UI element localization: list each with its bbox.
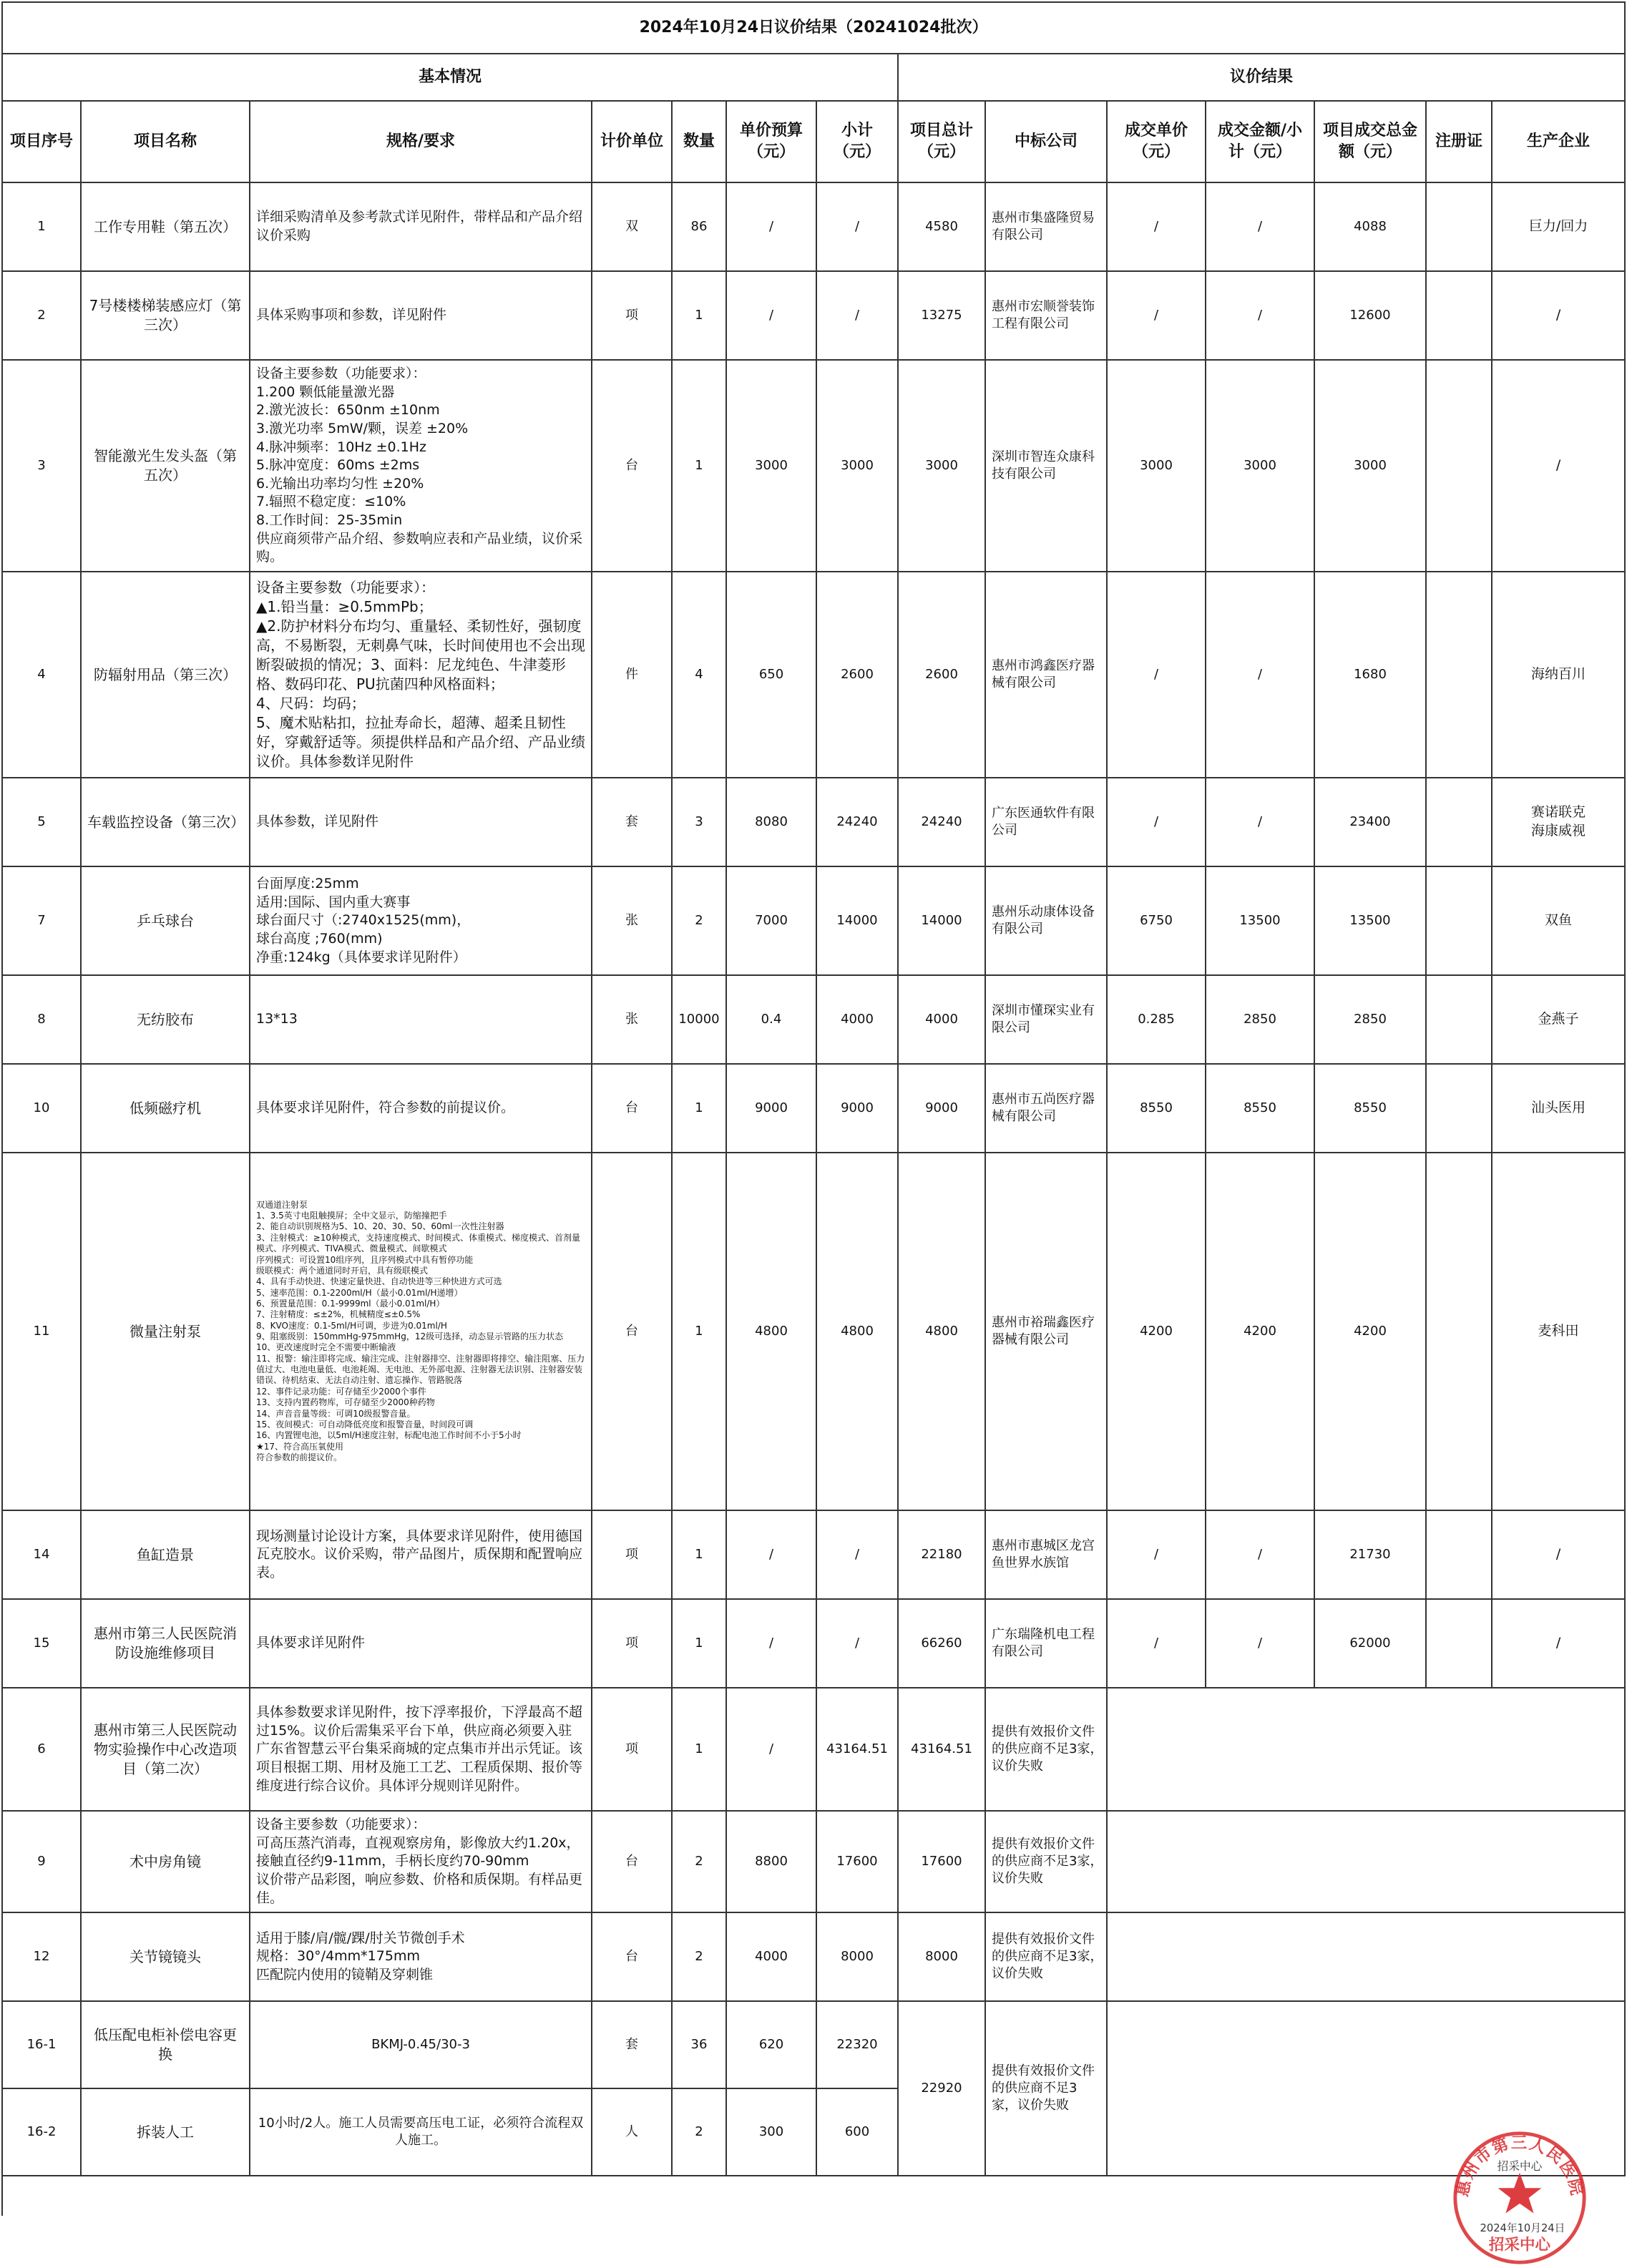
row-unit: 人 (592, 2088, 672, 2176)
row-total: 2600 (898, 572, 985, 778)
row-deal-total: 1680 (1314, 572, 1426, 778)
row-spec: BKMJ-0.45/30-3 (250, 2001, 592, 2088)
row-total: 3000 (898, 360, 985, 572)
header-winner: 中标公司 (985, 101, 1107, 182)
row-cert (1426, 182, 1492, 271)
empty-result-cells (1107, 1912, 1625, 2001)
row-winner: 惠州市惠城区龙宫鱼世界水族馆 (985, 1510, 1107, 1599)
row-deal-total: 12600 (1314, 271, 1426, 360)
row-maker: 双鱼 (1492, 866, 1625, 975)
row-total: 14000 (898, 866, 985, 975)
row-deal-amount: 2850 (1206, 975, 1314, 1064)
row-deal-price: / (1107, 271, 1206, 360)
row-unit-budget: / (726, 1688, 816, 1811)
row-deal-total: 3000 (1314, 360, 1426, 572)
row-unit-budget: 4000 (726, 1912, 816, 2001)
header-deal-price: 成交单价（元） (1107, 101, 1206, 182)
header-deal-amount: 成交金额/小计（元） (1206, 101, 1314, 182)
seal-org-text: 惠州市第三人民医院 (1453, 2133, 1586, 2199)
row-unit: 张 (592, 975, 672, 1064)
row-subtotal: / (816, 182, 898, 271)
row-spec: 具体要求详见附件 (250, 1599, 592, 1688)
row-subtotal: 600 (816, 2088, 898, 2176)
row-deal-total: 2850 (1314, 975, 1426, 1064)
row-seq: 8 (2, 975, 81, 1064)
row-name: 乒乓球台 (81, 866, 250, 975)
header-deal-total: 项目成交总金额（元） (1314, 101, 1426, 182)
row-seq: 4 (2, 572, 81, 778)
row-winner: 提供有效报价文件的供应商不足3家，议价失败 (985, 1912, 1107, 2001)
header-maker: 生产企业 (1492, 101, 1625, 182)
row-deal-price: 3000 (1107, 360, 1206, 572)
row-total: 66260 (898, 1599, 985, 1688)
row-deal-amount: 13500 (1206, 866, 1314, 975)
row-unit: 套 (592, 778, 672, 866)
row-winner: 提供有效报价文件的供应商不足3家，议价失败 (985, 1688, 1107, 1811)
bargain-result-table (1, 1, 1626, 2216)
header-unit-budget: 单价预算（元） (726, 101, 816, 182)
row-total: 13275 (898, 271, 985, 360)
row-subtotal: 43164.51 (816, 1688, 898, 1811)
row-seq: 3 (2, 360, 81, 572)
row-maker: 麦科田 (1492, 1153, 1625, 1510)
row-spec: 具体参数要求详见附件，按下浮率报价，下浮最高不超过15%。议价后需集采平台下单，供应商必须要入驻广东省智慧云平台集采商城的定点集市并出示凭证。该项目根据工期、用材及施工工艺、工程质保期、报价等维度进行综合议价。具体评分规则详见附件。 (250, 1688, 592, 1811)
row-deal-price: / (1107, 1599, 1206, 1688)
row-unit-budget: 8080 (726, 778, 816, 866)
header-unit: 计价单位 (592, 101, 672, 182)
row-deal-total: 21730 (1314, 1510, 1426, 1599)
row-deal-amount: / (1206, 778, 1314, 866)
table-row (2, 572, 1625, 778)
row-name: 智能激光生发头盔（第五次） (81, 360, 250, 572)
row-total: 43164.51 (898, 1688, 985, 1811)
row-total: 4000 (898, 975, 985, 1064)
header-cert: 注册证 (1426, 101, 1492, 182)
row-spec: 台面厚度:25mm 适用:国际、国内重大赛事 球台面尺寸（:2740x1525(mm)， 球台高度 ;760(mm) 净重:124kg（具体要求详见附件） (250, 866, 592, 975)
seal-date: 2024年10月24日 (1480, 2222, 1565, 2235)
row-maker: / (1492, 1510, 1625, 1599)
row-total: 22180 (898, 1510, 985, 1599)
seal-dept-small: 招采中心 (1497, 2159, 1543, 2173)
row-seq: 5 (2, 778, 81, 866)
row-unit-budget: 4800 (726, 1153, 816, 1510)
table-row (2, 1153, 1625, 1510)
row-winner: 惠州乐动康体设备有限公司 (985, 866, 1107, 975)
row-cert (1426, 1510, 1492, 1599)
row-deal-price: / (1107, 182, 1206, 271)
table-row (2, 1688, 1625, 1811)
row-spec: 现场测量讨论设计方案，具体要求详见附件，使用德国瓦克胶水。议价采购，带产品图片，质保期和配置响应表。 (250, 1510, 592, 1599)
row-seq: 9 (2, 1811, 81, 1912)
row-name: 无纺胶布 (81, 975, 250, 1064)
row-seq: 16-1 (2, 2001, 81, 2088)
header-total: 项目总计（元） (898, 101, 985, 182)
row-winner: 广东医通软件有限公司 (985, 778, 1107, 866)
row-unit: 台 (592, 1153, 672, 1510)
row-deal-price: 6750 (1107, 866, 1206, 975)
footer-blank (2, 2176, 1625, 2216)
row-name: 车载监控设备（第三次） (81, 778, 250, 866)
table-row (2, 360, 1625, 572)
row-name: 防辐射用品（第三次） (81, 572, 250, 778)
row-winner: 惠州市集盛隆贸易有限公司 (985, 182, 1107, 271)
row-qty: 86 (672, 182, 726, 271)
table-row (2, 1599, 1625, 1688)
row-unit-budget: 8800 (726, 1811, 816, 1912)
row-total: 8000 (898, 1912, 985, 2001)
row-seq: 6 (2, 1688, 81, 1811)
row-deal-total: 4200 (1314, 1153, 1426, 1510)
row-spec: 10小时/2人。施工人员需要高压电工证，必须符合流程双人施工。 (250, 2088, 592, 2176)
row-deal-total: 8550 (1314, 1064, 1426, 1153)
row-unit-budget: 7000 (726, 866, 816, 975)
row-qty: 4 (672, 572, 726, 778)
row-deal-amount: / (1206, 182, 1314, 271)
row-maker: 汕头医用 (1492, 1064, 1625, 1153)
row-subtotal: 9000 (816, 1064, 898, 1153)
row-maker: / (1492, 1599, 1625, 1688)
row-spec: 具体采购事项和参数，详见附件 (250, 271, 592, 360)
table-row (2, 271, 1625, 360)
empty-result-cells (1107, 1811, 1625, 1912)
row-deal-total: 62000 (1314, 1599, 1426, 1688)
row-unit: 台 (592, 1811, 672, 1912)
row-cert (1426, 271, 1492, 360)
row-cert (1426, 360, 1492, 572)
row-unit: 项 (592, 1599, 672, 1688)
row-cert (1426, 778, 1492, 866)
row-deal-amount: / (1206, 1599, 1314, 1688)
row-unit: 件 (592, 572, 672, 778)
row-unit: 张 (592, 866, 672, 975)
row-deal-total: 4088 (1314, 182, 1426, 271)
header-spec: 规格/要求 (250, 101, 592, 182)
row-unit-budget: / (726, 1599, 816, 1688)
page-title: 2024年10月24日议价结果（20241024批次） (2, 2, 1625, 54)
row-spec: 具体要求详见附件，符合参数的前提议价。 (250, 1064, 592, 1153)
row-name: 工作专用鞋（第五次） (81, 182, 250, 271)
row-deal-price: / (1107, 572, 1206, 778)
row-deal-amount: 8550 (1206, 1064, 1314, 1153)
row-qty: 1 (672, 271, 726, 360)
row-deal-amount: / (1206, 572, 1314, 778)
table-row (2, 1811, 1625, 1912)
row-deal-price: 4200 (1107, 1153, 1206, 1510)
row-unit-budget: 3000 (726, 360, 816, 572)
row-deal-total: 13500 (1314, 866, 1426, 975)
row-cert (1426, 572, 1492, 778)
section-result: 议价结果 (898, 54, 1625, 101)
row-unit-budget: 620 (726, 2001, 816, 2088)
row-subtotal: 22320 (816, 2001, 898, 2088)
row-unit: 台 (592, 360, 672, 572)
table-row (2, 1064, 1625, 1153)
row-total: 4800 (898, 1153, 985, 1510)
row-subtotal: 4800 (816, 1153, 898, 1510)
section-basic: 基本情况 (2, 54, 898, 101)
table-row (2, 778, 1625, 866)
row-name: 惠州市第三人民医院消防设施维修项目 (81, 1599, 250, 1688)
row-subtotal: 14000 (816, 866, 898, 975)
row-maker: 巨力/回力 (1492, 182, 1625, 271)
row-qty: 1 (672, 360, 726, 572)
row-deal-amount: 3000 (1206, 360, 1314, 572)
row-winner: 惠州市鸿鑫医疗器械有限公司 (985, 572, 1107, 778)
row-qty: 2 (672, 2088, 726, 2176)
row-unit-budget: 0.4 (726, 975, 816, 1064)
row-qty: 1 (672, 1510, 726, 1599)
row-spec: 设备主要参数（功能要求）： 1.200 颗低能量激光器 2.激光波长：650nm ±10nm 3.激光功率 5mW/颗，误差 ±20% 4.脉冲频率：10Hz ±0.1Hz 5.脉冲宽度：60ms ±2ms 6.光输出功率均匀性 ±20% 7.辐照不稳定度：≤10% 8.工作时间：25-35min 供应商须带产品介绍、参数响应表和产品业绩，议价采购。 (250, 360, 592, 572)
row-deal-total: 23400 (1314, 778, 1426, 866)
row-cert (1426, 866, 1492, 975)
row-spec: 具体参数，详见附件 (250, 778, 592, 866)
row-unit: 项 (592, 271, 672, 360)
row-name: 拆装人工 (81, 2088, 250, 2176)
row-qty: 1 (672, 1599, 726, 1688)
row-unit: 台 (592, 1912, 672, 2001)
row-maker: / (1492, 360, 1625, 572)
row-seq: 2 (2, 271, 81, 360)
row-spec: 设备主要参数（功能要求）： 可高压蒸汽消毒，直视观察房角，影像放大约1.20x，接触直径约9-11mm，手柄长度约70-90mm 议价带产品彩图，响应参数、价格和质保期。有样品更佳。 (250, 1811, 592, 1912)
row-maker: / (1492, 271, 1625, 360)
row-unit: 双 (592, 182, 672, 271)
row-total: 17600 (898, 1811, 985, 1912)
row-cert (1426, 1153, 1492, 1510)
row-deal-price: / (1107, 1510, 1206, 1599)
row-winner: 深圳市懂琛实业有限公司 (985, 975, 1107, 1064)
row-deal-amount: / (1206, 1510, 1314, 1599)
row-spec: 双通道注射泵 1、3.5英寸电阻触摸屏；全中文显示，防缩撞把手 2、能自动识别规格为5、10、20、30、50、60ml一次性注射器 3、注射模式：≥10种模式，支持速度模式、时间模式、体重模式、梯度模式、首剂量模式、序列模式、TIVA模式、微量模式、间歇模式 序列模式：可设置10组序列，且序列模式中具有暂停功能 级联模式：两个通道同时开启，具有级联模式 4、具有手动快进、快速定量快进、自动快进等三种快进方式可选 5、速率范围：0.1-2200ml/H（最小0.01ml/H递增） 6、预置量范围：0.1-9999ml（最小0.01ml/H） 7、注射精度：≤±2%，机械精度≤±0.5% 8、KVO速度：0.1-5ml/H可调，步进为0.01ml/H 9、阻塞级别：150mmHg-975mmHg，12级可选择，动态显示管路的压力状态 10、更改速度时完全不需要中断输液 11、报警：输注即将完成、输注完成、注射器排空、注射器即将排空、输注阻塞、压力值过大、电池电量低、电池耗竭、无电池、无外部电源、注射器无法识别、注射器安装错误、待机结束、无法自动注射、遗忘操作、管路脱落 12、事件记录功能：可存储至少2000个事件 13、支持内置药物库，可存储至少2000种药物 14、声音音量等级：可调10级报警音量。 15、夜间模式：可自动降低亮度和报警音量，时间段可调 16、内置锂电池，以5ml/H速度注射，标配电池工作时间不小于5小时 ★17、符合高压氧使用 符合参数的前提议价。 (250, 1153, 592, 1510)
row-unit-budget: / (726, 271, 816, 360)
table-row (2, 866, 1625, 975)
row-subtotal: 17600 (816, 1811, 898, 1912)
row-unit-budget: / (726, 1510, 816, 1599)
row-unit-budget: 650 (726, 572, 816, 778)
row-maker: 金燕子 (1492, 975, 1625, 1064)
row-subtotal: / (816, 1599, 898, 1688)
row-name: 关节镜镜头 (81, 1912, 250, 2001)
row-subtotal: 24240 (816, 778, 898, 866)
row-seq: 16-2 (2, 2088, 81, 2176)
row-seq: 7 (2, 866, 81, 975)
row-winner: 惠州市宏顺誉装饰工程有限公司 (985, 271, 1107, 360)
row-name: 微量注射泵 (81, 1153, 250, 1510)
row-total: 9000 (898, 1064, 985, 1153)
row-deal-price: 0.285 (1107, 975, 1206, 1064)
row-unit: 项 (592, 1688, 672, 1811)
row-qty: 1 (672, 1064, 726, 1153)
row-maker: 海纳百川 (1492, 572, 1625, 778)
row-subtotal: / (816, 1510, 898, 1599)
row-qty: 1 (672, 1688, 726, 1811)
row-deal-amount: 4200 (1206, 1153, 1314, 1510)
row-spec: 13*13 (250, 975, 592, 1064)
row-subtotal: / (816, 271, 898, 360)
header-qty: 数量 (672, 101, 726, 182)
seal-star-icon (1498, 2173, 1542, 2214)
row-seq: 12 (2, 1912, 81, 2001)
row-winner: 深圳市智连众康科技有限公司 (985, 360, 1107, 572)
header-name: 项目名称 (81, 101, 250, 182)
row-name: 低压配电柜补偿电容更换 (81, 2001, 250, 2088)
header-seq: 项目序号 (2, 101, 81, 182)
table-row (2, 1912, 1625, 2001)
row-seq: 10 (2, 1064, 81, 1153)
row-qty: 10000 (672, 975, 726, 1064)
row-cert (1426, 1064, 1492, 1153)
row-subtotal: 4000 (816, 975, 898, 1064)
row-subtotal: 2600 (816, 572, 898, 778)
row-qty: 1 (672, 1153, 726, 1510)
row-cert (1426, 1599, 1492, 1688)
row-winner: 提供有效报价文件的供应商不足3家，议价失败 (985, 1811, 1107, 1912)
row-unit-budget: 9000 (726, 1064, 816, 1153)
row-unit: 套 (592, 2001, 672, 2088)
row-total: 22920 (898, 2001, 985, 2176)
row-seq: 15 (2, 1599, 81, 1688)
empty-result-cells (1107, 1688, 1625, 1811)
row-name: 术中房角镜 (81, 1811, 250, 1912)
row-seq: 1 (2, 182, 81, 271)
row-name: 鱼缸造景 (81, 1510, 250, 1599)
row-name: 低频磁疗机 (81, 1064, 250, 1153)
row-spec: 详细采购清单及参考款式详见附件，带样品和产品介绍议价采购 (250, 182, 592, 271)
table-row (2, 975, 1625, 1064)
row-seq: 11 (2, 1153, 81, 1510)
row-winner: 提供有效报价文件的供应商不足3家，议价失败 (985, 2001, 1107, 2176)
row-deal-price: / (1107, 778, 1206, 866)
table-row (2, 182, 1625, 271)
row-unit-budget: 300 (726, 2088, 816, 2176)
seal-stamp (1450, 2128, 1590, 2268)
row-seq: 14 (2, 1510, 81, 1599)
row-unit: 台 (592, 1064, 672, 1153)
row-subtotal: 3000 (816, 360, 898, 572)
row-total: 24240 (898, 778, 985, 866)
row-cert (1426, 975, 1492, 1064)
row-unit: 项 (592, 1510, 672, 1599)
row-qty: 2 (672, 866, 726, 975)
row-qty: 36 (672, 2001, 726, 2088)
row-deal-amount: / (1206, 271, 1314, 360)
row-qty: 3 (672, 778, 726, 866)
table-row (2, 1510, 1625, 1599)
row-total: 4580 (898, 182, 985, 271)
row-spec: 设备主要参数（功能要求）： ▲1.铅当量：≥0.5mmPb； ▲2.防护材料分布均匀、重量轻、柔韧性好，强韧度高，不易断裂，无刺鼻气味，长时间使用也不会出现断裂破损的情况；3、面料：尼龙纯色、牛津菱形格、数码印花、PU抗菌四种风格面料； 4、尺码：均码； 5、魔术贴粘扣，拉扯寿命长，超薄、超柔且韧性好，穿戴舒适等。须提供样品和产品介绍、产品业绩议价。具体参数详见附件 (250, 572, 592, 778)
row-maker: 赛诺联克 海康威视 (1492, 778, 1625, 866)
row-deal-price: 8550 (1107, 1064, 1206, 1153)
row-unit-budget: / (726, 182, 816, 271)
header-subtotal: 小计（元） (816, 101, 898, 182)
row-qty: 2 (672, 1912, 726, 2001)
row-winner: 广东瑞隆机电工程有限公司 (985, 1599, 1107, 1688)
row-name: 7号楼楼梯装感应灯（第三次） (81, 271, 250, 360)
row-spec: 适用于膝/肩/髋/踝/肘关节微创手术 规格：30°/4mm*175mm 匹配院内使用的镜鞘及穿刺锥 (250, 1912, 592, 2001)
row-winner: 惠州市五尚医疗器械有限公司 (985, 1064, 1107, 1153)
row-qty: 2 (672, 1811, 726, 1912)
row-winner: 惠州市裕瑞鑫医疗器械有限公司 (985, 1153, 1107, 1510)
row-subtotal: 8000 (816, 1912, 898, 2001)
seal-dept: 招采中心 (1488, 2236, 1551, 2254)
table-row (2, 2001, 1625, 2088)
row-name: 惠州市第三人民医院动物实验操作中心改造项目（第二次） (81, 1688, 250, 1811)
